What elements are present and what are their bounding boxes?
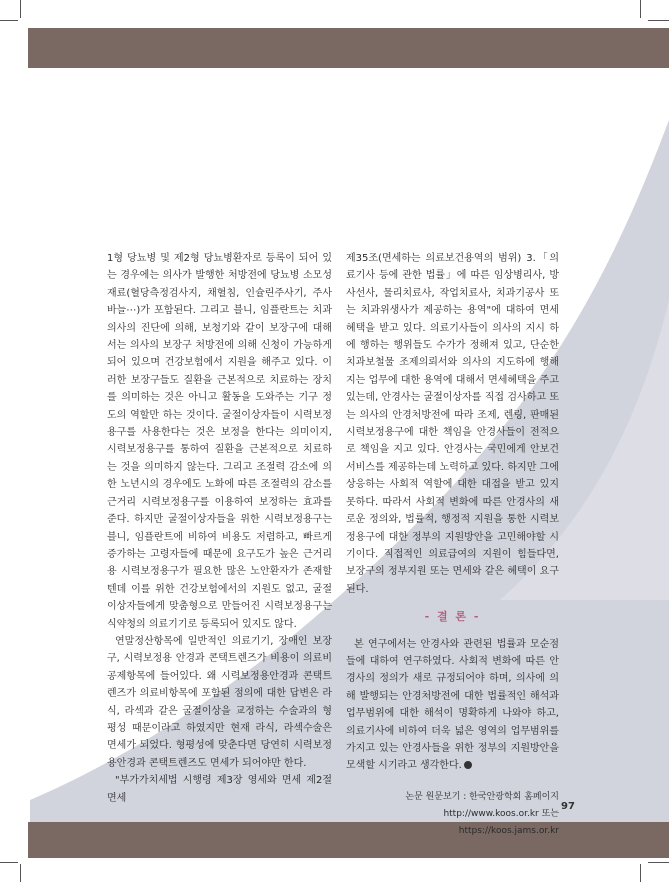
source-line: 논문 원문보기 : 한국안광학회 홈페이지 [405,791,559,802]
page-number: 97 [561,801,575,812]
body-paragraph: 연말정산항목에 일반적인 의료기기, 장애인 보장구, 시력보정용 안경과 콘택트렌즈가 비용이 의료비 공제항목에 들어있다. 왜 시력보정용안경과 콘택트렌즈가 의료비항목에 포함된 점의에 대한 답변은 라식, 라섹과 같은 굴절이상을 교정하는 수술과의 형평성 때문이라고 하였지만 현재 라식, 라섹수술은 면세가 되었다. 형평성에 맞춘다면 당연히 시력보정용안경과 콘택트렌즈도 면세가 되어야만 한다. [107,635,332,769]
top-color-band [28,28,669,68]
crop-mark [20,864,21,882]
source-note [346,789,559,840]
source-url: http://www.koos.or.kr 또는 https://koos.jams.or.kr [443,808,559,836]
crop-mark [640,0,641,18]
body-paragraph: 1형 당뇨병 및 제2형 당뇨병환자로 등록이 되어 있는 경우에는 의사가 발행한 처방전에 당뇨병 소모성 재료(혈당측정검사지, 채혈침, 인슐린주사기, 주사바늘⋯)가 포함된다. 그리고 블니, 임플란트는 치과의사의 진단에 의해, 보청기와 같이 보장구에 대해서는 의사의 보장구 처방전에 의해 신청이 가능하게 되어 있으며 건강보험에서 지원을 해주고 있다. 이러한 보장구들도 질환을 근본적으로 치료하는 장치를 의미하는 것은 아니고 활동을 도와주는 기구 정도의 역할만 하는 것이다. 굴절이상자들이 시력보정용구를 사용한다는 것은 보정을 한다는 의미이지, 시력보정용구를 통하여 질환을 근본적으로 치료하는 것을 의미하지 않는다. 그리고 조절력 감소에 의한 노년시의 경우에도 노화에 따른 조절력의 감소를 근거리 시력보정용구를 이용하여 보정하는 효과를 준다. 하지만 굴절이상자들을 위한 시력보정용구는 블니, 임플란트에 비하여 비용도 저렴하고, 빠르게 증가하는 고령자들에 때문에 요구도가 높은 근거리용 시력보정용구가 필요한 많은 노안환자가 존재할 텐데 이를 위한 건강보험에서의 지원도 없고, 굴절이상자들에게 맞춤형으로 만들어진 시력보정용구는 식약청의 의료기기로 등록되어 있지도 않다. [107,253,332,630]
crop-mark [648,862,669,863]
crop-mark [640,864,641,882]
left-text-column [107,250,332,807]
crop-mark [0,862,18,863]
body-paragraph: "부가가치세법 시행령 제3장 영세와 면세 제2절 면세 [107,775,332,804]
conclusion-heading: - 결 론 - [424,610,481,624]
crop-mark [20,0,21,18]
end-mark-icon [464,761,472,769]
right-text-column [346,250,559,840]
conclusion-paragraph [346,636,559,775]
crop-mark [648,20,669,21]
body-paragraph: 제35조(면세하는 의료보건용역의 범위) 3.「의료기사 등에 관한 법률」에 따른 임상병리사, 방사선사, 물리치료사, 작업치료사, 치과기공사 또는 치과위생사가 제공하는 용역"에 대하여 면세혜택을 받고 있다. 의료기사들이 의사의 지시 하에 행하는 행위들도 수가가 정해져 있고, 단순한 치과보철물 조제의뢰서와 의사의 지도하에 행해지는 업무에 대한 용역에 대해서 면세혜택을 주고 있는데, 안경사는 굴절이상자를 직접 검사하고 또는 의사의 안경처방전에 따라 조제, 렌링, 판매된 시력보정용구에 대한 책임을 안경사들이 전적으로 책임을 지고 있다. 안경사는 국민에게 안보건서비스를 제공하는데 노력하고 있다. 하지만 그에 상응하는 사회적 역할에 대한 대접을 받고 있지 못하다. 따라서 사회적 변화에 따른 안경사의 새로운 정의와, 법률적, 행정적 지원을 통한 시력보정용구에 대한 정부의 지원방안을 고민해야할 시기이다. 직접적인 의료급여의 지원이 힘들다면, 보장구의 정부지원 또는 면세와 같은 혜택이 요구된다. [346,253,559,595]
conclusion-text: 본 연구에서는 안경사와 관련된 법률과 모순점들에 대하여 연구하였다. 사회적 변화에 따른 안경사의 정의가 새로 규정되어야 하며, 의사에 의해 발행되는 안경처방전에 대한 법률적인 해석과 업무범위에 대한 해석이 명확하게 나와야 하고, 의료기사에 비하여 더욱 넓은 영역의 업무범위를 가지고 있는 안경사들을 위한 정부의 지원방안을 모색할 시기라고 생각한다. [346,638,559,772]
crop-mark [0,20,18,21]
